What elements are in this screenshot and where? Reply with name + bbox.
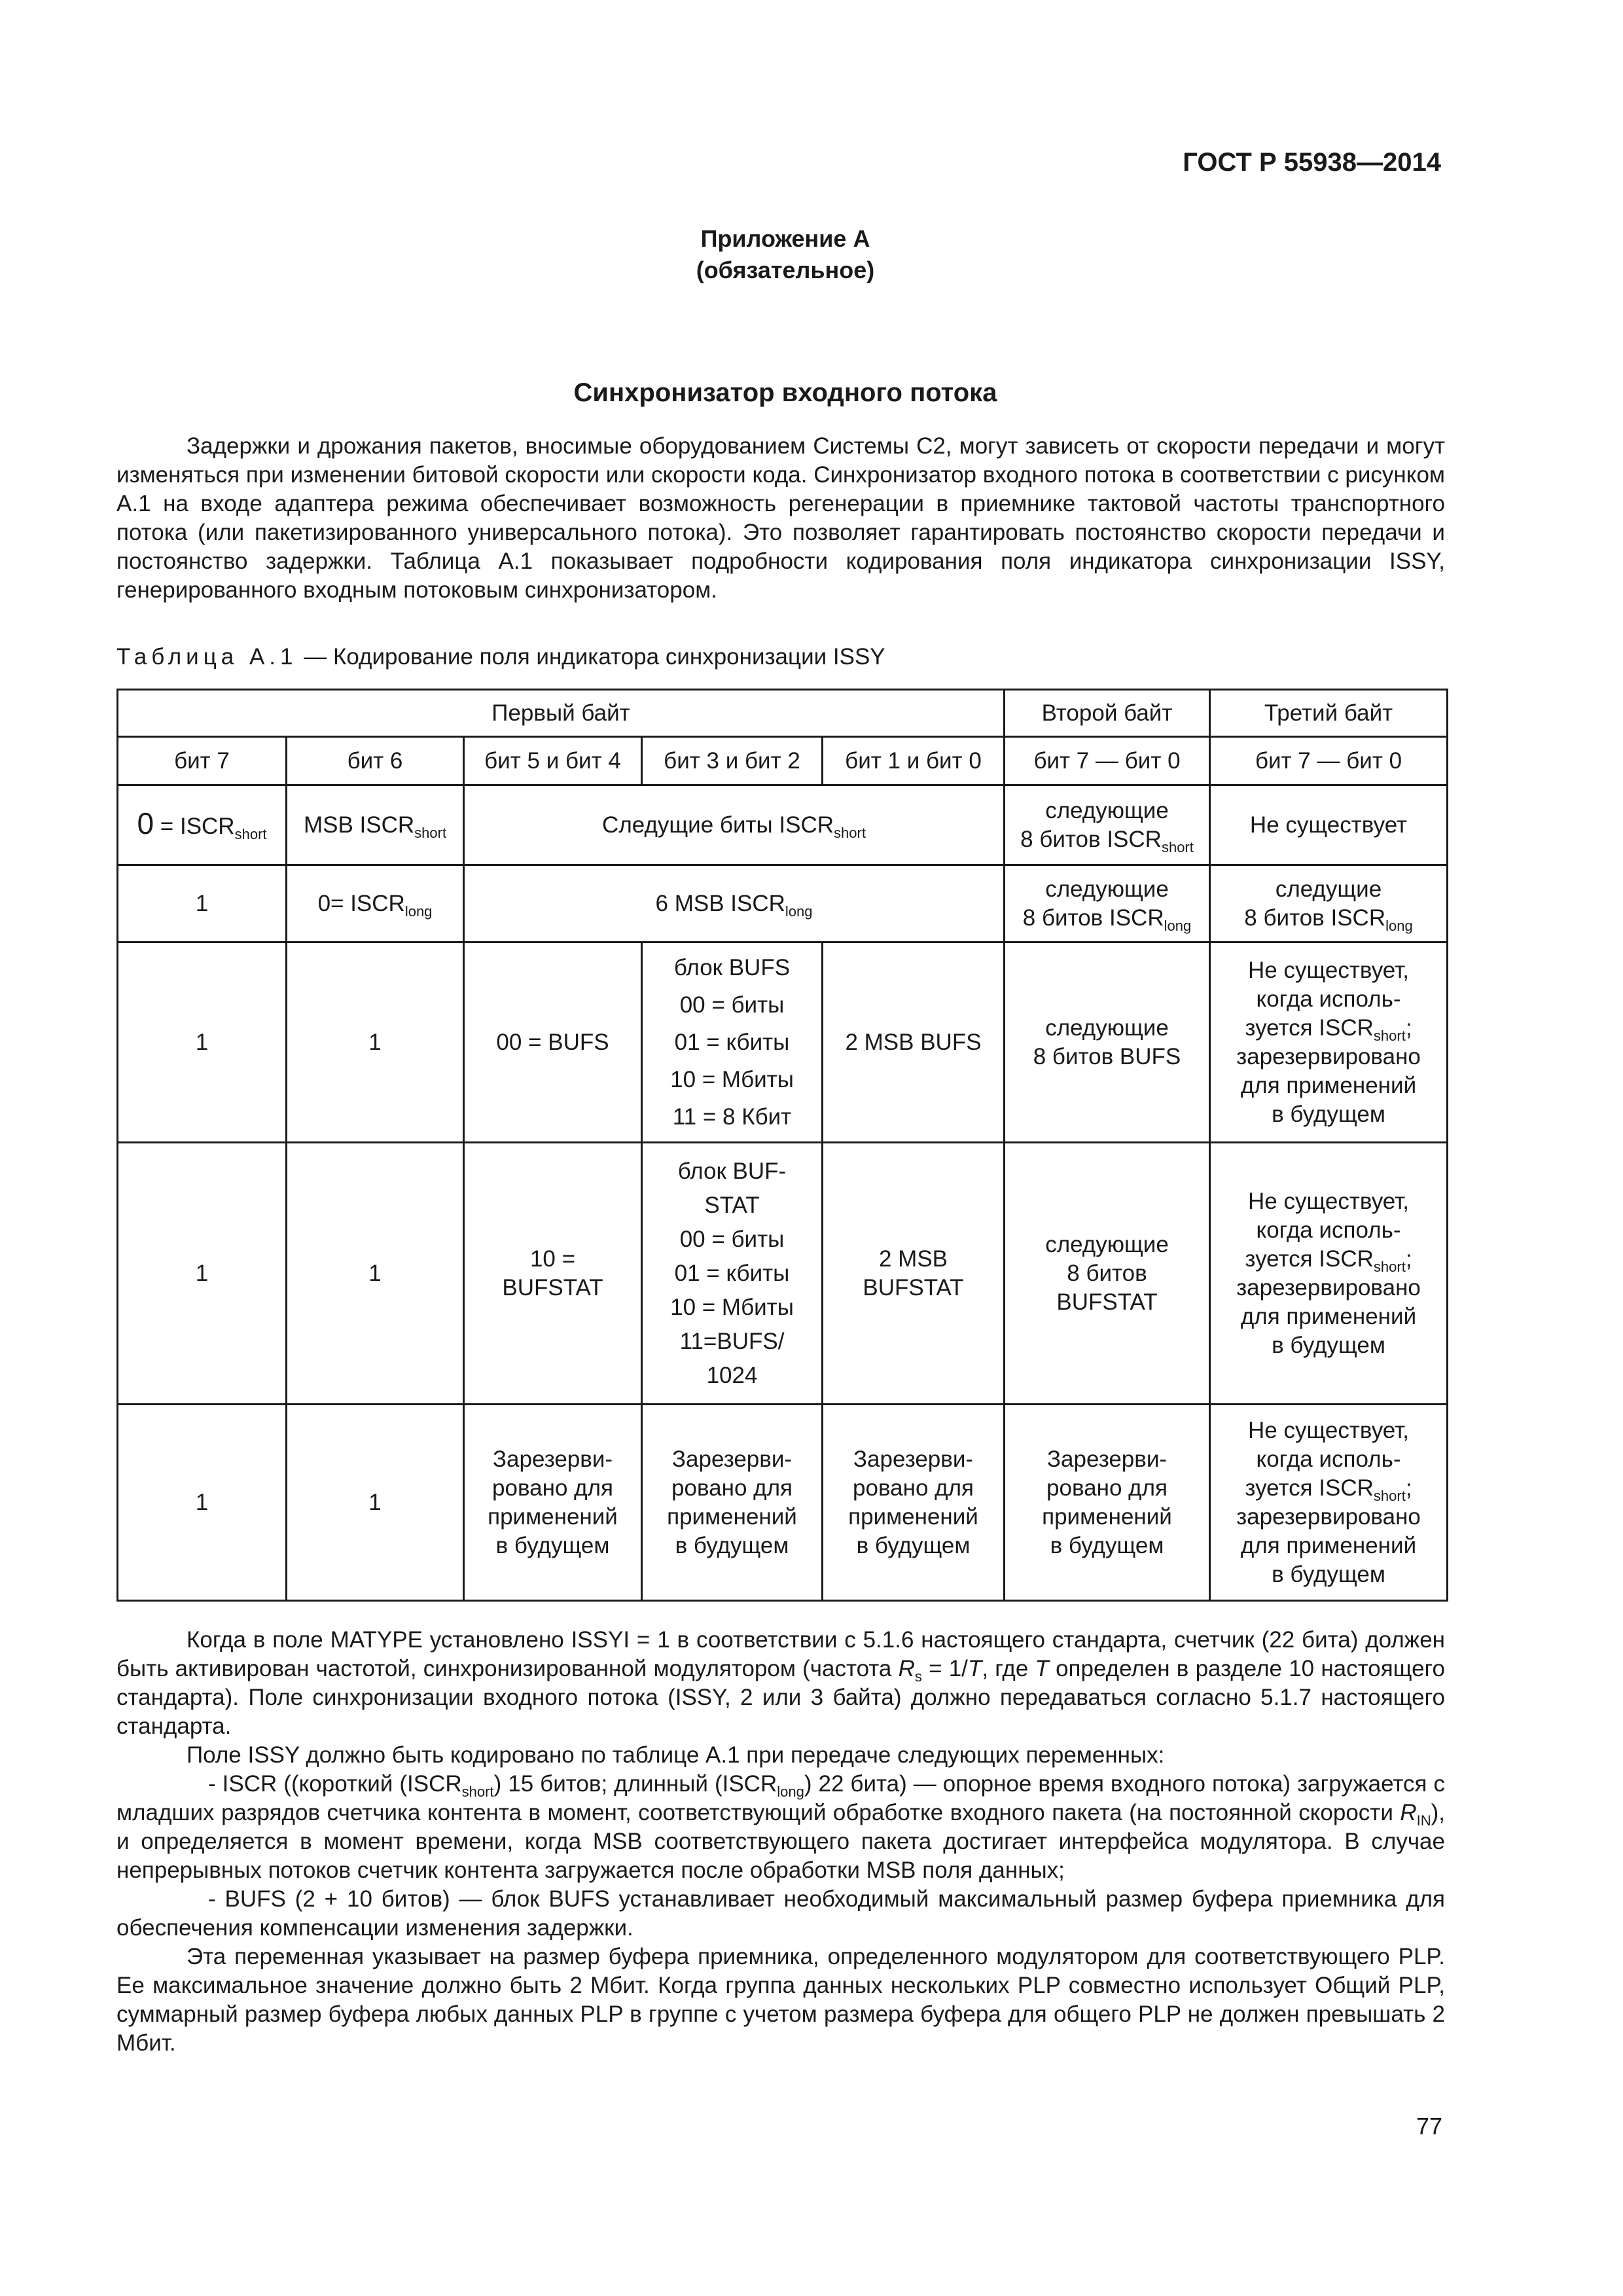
page-number: 77 — [1416, 2113, 1442, 2140]
header-first-byte: Первый байт — [118, 690, 1005, 737]
table-cell: 2 MSB BUFS — [823, 942, 1005, 1143]
table-cell: Зарезерви- ровано для применений в будущем — [1005, 1405, 1210, 1601]
table-cell: Не существует, когда исполь- зуется $ISCR_{short}$; зарезервировано для применений в будущем — [1210, 942, 1448, 1143]
table-cell: 1 — [118, 1405, 287, 1601]
table-cell: 1 — [118, 942, 287, 1143]
table-cell: 00 = BUFS — [464, 942, 642, 1143]
header-second-byte: Второй байт — [1005, 690, 1210, 737]
table-cell: $0= ISCR_{long}$ — [287, 865, 464, 942]
table-cell: 1 — [118, 865, 287, 942]
table-caption-text: — Кодирование поля индикатора синхронизации ISSY — [304, 644, 885, 670]
bit-header: бит 5 и бит 4 — [464, 737, 642, 785]
table-cell: Следущие биты $ISCR_{short}$ — [464, 785, 1005, 865]
table-cell: блок BUF- STAT 00 = биты 01 = кбиты 10 = Мбиты 11=BUFS/ 1024 — [642, 1143, 823, 1405]
table-cell: следующие 8 битов $ISCR_{short}$ — [1005, 785, 1210, 865]
table-cell: 1 — [118, 1143, 287, 1405]
list-item: - BUFS (2 + 10 битов) — блок BUFS устанавливает необходимый максимальный размер буфера приемника для обеспечения компенсации изменения задержки. — [116, 1886, 1445, 1941]
bit-header: бит 7 — бит 0 — [1210, 737, 1448, 785]
body-paragraph: Эта переменная указывает на размер буфера приемника, определенного модулятором для соответствующего PLP. Ее максимальное значение должно быть 2 Мбит. Когда группа данных нескольких PLP совместно использует Общий PLP, суммарный размер буфера любых данных PLP в группе с учетом размера буфера для общего PLP не должен превышать 2 Мбит. — [116, 1944, 1445, 2056]
table-cell: 2 MSB BUFSTAT — [823, 1143, 1005, 1405]
table-cell: Зарезерви- ровано для применений в будущем — [642, 1405, 823, 1601]
table-caption-label: Таблица А.1 — [116, 644, 298, 670]
standard-number: ГОСТ Р 55938—2014 — [1183, 148, 1441, 177]
intro-block — [116, 432, 1445, 605]
table-cell: следующие 8 битов $ISCR_{long}$ — [1005, 865, 1210, 942]
header-third-byte: Третий байт — [1210, 690, 1448, 737]
bit-header: бит 7 — бит 0 — [1005, 737, 1210, 785]
bit-header: бит 3 и бит 2 — [642, 737, 823, 785]
table-cell: следущие 8 битов $ISCR_{long}$ — [1210, 865, 1448, 942]
body-paragraph: Поле ISSY должно быть кодировано по таблице А.1 при передаче следующих переменных: — [187, 1742, 1165, 1768]
body-paragraph: Когда в поле MATYPE установлено ISSYI = 1 в соответствии с 5.1.6 настоящего стандарта, счетчик (22 бита) должен быть активирован частотой, синхронизированной модулятором (частота $R_s = 1/T$, где T определен в разделе 10 настоящего стандарта). Поле синхронизации входного потока (ISSY, 2 или 3 байта) должно передаваться согласно 5.1.7 настоящего стандарта. — [116, 1627, 1445, 1739]
body-text — [116, 1626, 1445, 2058]
table-row — [118, 942, 1448, 1143]
table-row — [118, 690, 1448, 737]
table-cell: Зарезерви- ровано для применений в будущем — [823, 1405, 1005, 1601]
table-row — [118, 737, 1448, 785]
bit-header: бит 1 и бит 0 — [823, 737, 1005, 785]
appendix-title: Приложение А — [700, 225, 870, 252]
table-cell: Не существует, когда исполь- зуется $ISCR_{short}$; зарезервировано для применений в будущем — [1210, 1143, 1448, 1405]
table-cell: 10 = BUFSTAT — [464, 1143, 642, 1405]
bit-header: бит 6 — [287, 737, 464, 785]
table-cell: блок BUFS 00 = биты 01 = кбиты 10 = Мбиты 11 = 8 Кбит — [642, 942, 823, 1143]
bit-header: бит 7 — [118, 737, 287, 785]
table-cell: Зарезерви- ровано для применений в будущем — [464, 1405, 642, 1601]
table-row — [118, 785, 1448, 865]
table-row — [118, 1143, 1448, 1405]
section-heading: Синхронизатор входного потока — [573, 378, 997, 407]
table-cell: 1 — [287, 942, 464, 1143]
table-cell: 1 — [287, 1405, 464, 1601]
table-row — [118, 1405, 1448, 1601]
table-cell: следующие 8 битов BUFS — [1005, 942, 1210, 1143]
table-cell: Не существует — [1210, 785, 1448, 865]
table-cell: следующие 8 битов BUFSTAT — [1005, 1143, 1210, 1405]
intro-paragraph: Задержки и дрожания пакетов, вносимые оборудованием Системы С2, могут зависеть от скорости передачи и могут изменяться при изменении битовой скорости или скорости кода. Синхронизатор входного потока в соответствии с рисунком А.1 на входе адаптера режима обеспечивает возможность регенерации в приемнике тактовой частоты транспортного потока (или пакетизированного универсального потока). Это позволяет гарантировать постоянство скорости передачи и постоянство задержки. Таблица А.1 показывает подробности кодирования поля индикатора синхронизации ISSY, генерированного входным потоковым синхронизатором. — [116, 433, 1445, 603]
table-cell: 6 MSB $ISCR_{long}$ — [464, 865, 1005, 942]
table-caption — [116, 644, 885, 670]
appendix-status: (обязательное) — [696, 257, 875, 283]
table-cell: $0 = ISCR_{short}$ — [118, 785, 287, 865]
table-cell: Не существует, когда исполь- зуется $ISCR_{short}$; зарезервировано для применений в будущем — [1210, 1405, 1448, 1601]
list-item: - ISCR ((короткий $(ISCR_{short})$ 15 битов; длинный $(ISCR_{long})$ 22 бита) — опорное время входного потока) загружается с младших разрядов счетчика контента в момент, соответствующий обработке входного пакета (на постоянной скорости $R_{IN}$), и определяется в момент времени, когда MSB соответствующего пакета достигает интерфейса модулятора. В случае непрерывных потоков счетчик контента загружается после обработки MSB поля данных; — [116, 1771, 1445, 1883]
table-cell: 1 — [287, 1143, 464, 1405]
issy-coding-table — [116, 689, 1448, 1602]
table-row — [118, 865, 1448, 942]
table-cell: MSB $ISCR_{short}$ — [287, 785, 464, 865]
